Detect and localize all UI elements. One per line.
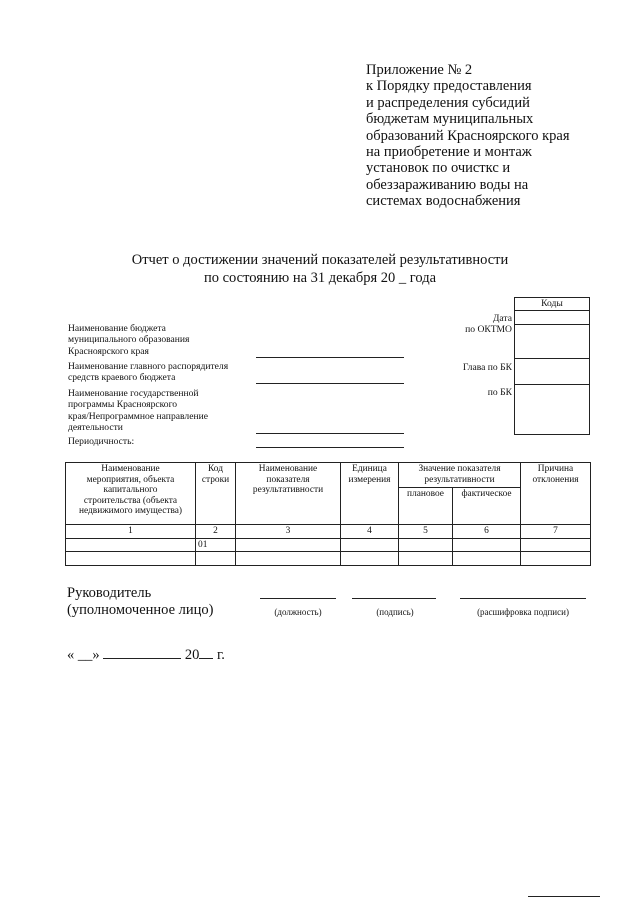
codes-box: [514, 297, 590, 435]
header-row-code: Код строки: [196, 463, 236, 525]
appendix-header: [366, 62, 628, 210]
day-field[interactable]: __: [77, 647, 93, 663]
header-unit: Единица измерения: [341, 463, 399, 525]
date-label: Дата: [492, 313, 512, 324]
header-activity: Наименование мероприятия, объекта капитального строительства (объекта недвижимого имущества): [66, 463, 196, 525]
distributor-field[interactable]: [256, 383, 404, 384]
table-row: [66, 538, 591, 552]
decode-field[interactable]: [460, 598, 586, 599]
month-field[interactable]: [103, 646, 181, 659]
table-row: [66, 552, 591, 566]
header-deviation-reason: Причина отклонения: [521, 463, 591, 525]
sign-caption: (подпись): [376, 607, 414, 617]
appendix-line: установок по очисткс и: [366, 160, 511, 177]
oktmo-label: по ОКТМО: [465, 324, 512, 335]
sign-field[interactable]: [352, 598, 436, 599]
appendix-line: Приложение № 2: [366, 62, 473, 78]
header-indicator-value: Значение показателя результативности: [399, 463, 521, 488]
signature-title: Руководитель: [67, 585, 152, 601]
appendix-line: образований Красноярского края: [366, 127, 570, 144]
table-header-row: [66, 463, 591, 488]
decode-caption: (расшифровка подписи): [477, 607, 569, 617]
periodicity-field[interactable]: [256, 447, 404, 448]
codes-header: Коды: [541, 298, 563, 309]
header-indicator-name: Наименование показателя результативности: [236, 463, 341, 525]
row-code-cell[interactable]: 01: [196, 538, 236, 552]
budget-name-field[interactable]: [256, 357, 404, 358]
program-field[interactable]: [256, 433, 404, 434]
program-label: Наименование государственной программы Красноярского края/Непрограммное направление деятельности: [68, 388, 208, 434]
periodicity-label: Периодичность:: [68, 436, 135, 447]
glava-bk-label: Глава по БК: [462, 362, 512, 373]
report-subtitle: по состоянию на 31 декабря 20 _ года: [203, 270, 437, 286]
report-title: Отчет о достижении значений показателей результативности: [131, 252, 509, 268]
signature-subtitle: (уполномоченное лицо): [67, 602, 214, 618]
date-line: « __» 20 г.: [67, 647, 225, 663]
budget-name-label: Наименование бюджета муниципального образования Красноярского края: [68, 323, 190, 357]
appendix-line: и распределения субсидий: [366, 94, 530, 111]
table-number-row: 1 2 3 4 5 6 7: [66, 525, 591, 539]
appendix-line: на приобретение и монтаж: [366, 144, 532, 161]
results-table: [65, 462, 591, 566]
appendix-line: бюджетам муниципальных: [366, 111, 534, 128]
position-field[interactable]: [260, 598, 336, 599]
header-actual: фактическое: [453, 488, 521, 525]
bk-label: по БК: [487, 387, 512, 398]
header-planned: плановое: [399, 488, 453, 525]
appendix-line: к Порядку предоставления: [366, 78, 532, 95]
appendix-line: системах водоснабжения: [366, 193, 521, 210]
year-field[interactable]: [199, 646, 213, 659]
position-caption: (должность): [274, 607, 322, 617]
distributor-label: Наименование главного распорядителя средств краевого бюджета: [68, 361, 229, 384]
appendix-line: обеззараживанию воды на: [366, 176, 529, 193]
footer-rule: [528, 896, 600, 897]
